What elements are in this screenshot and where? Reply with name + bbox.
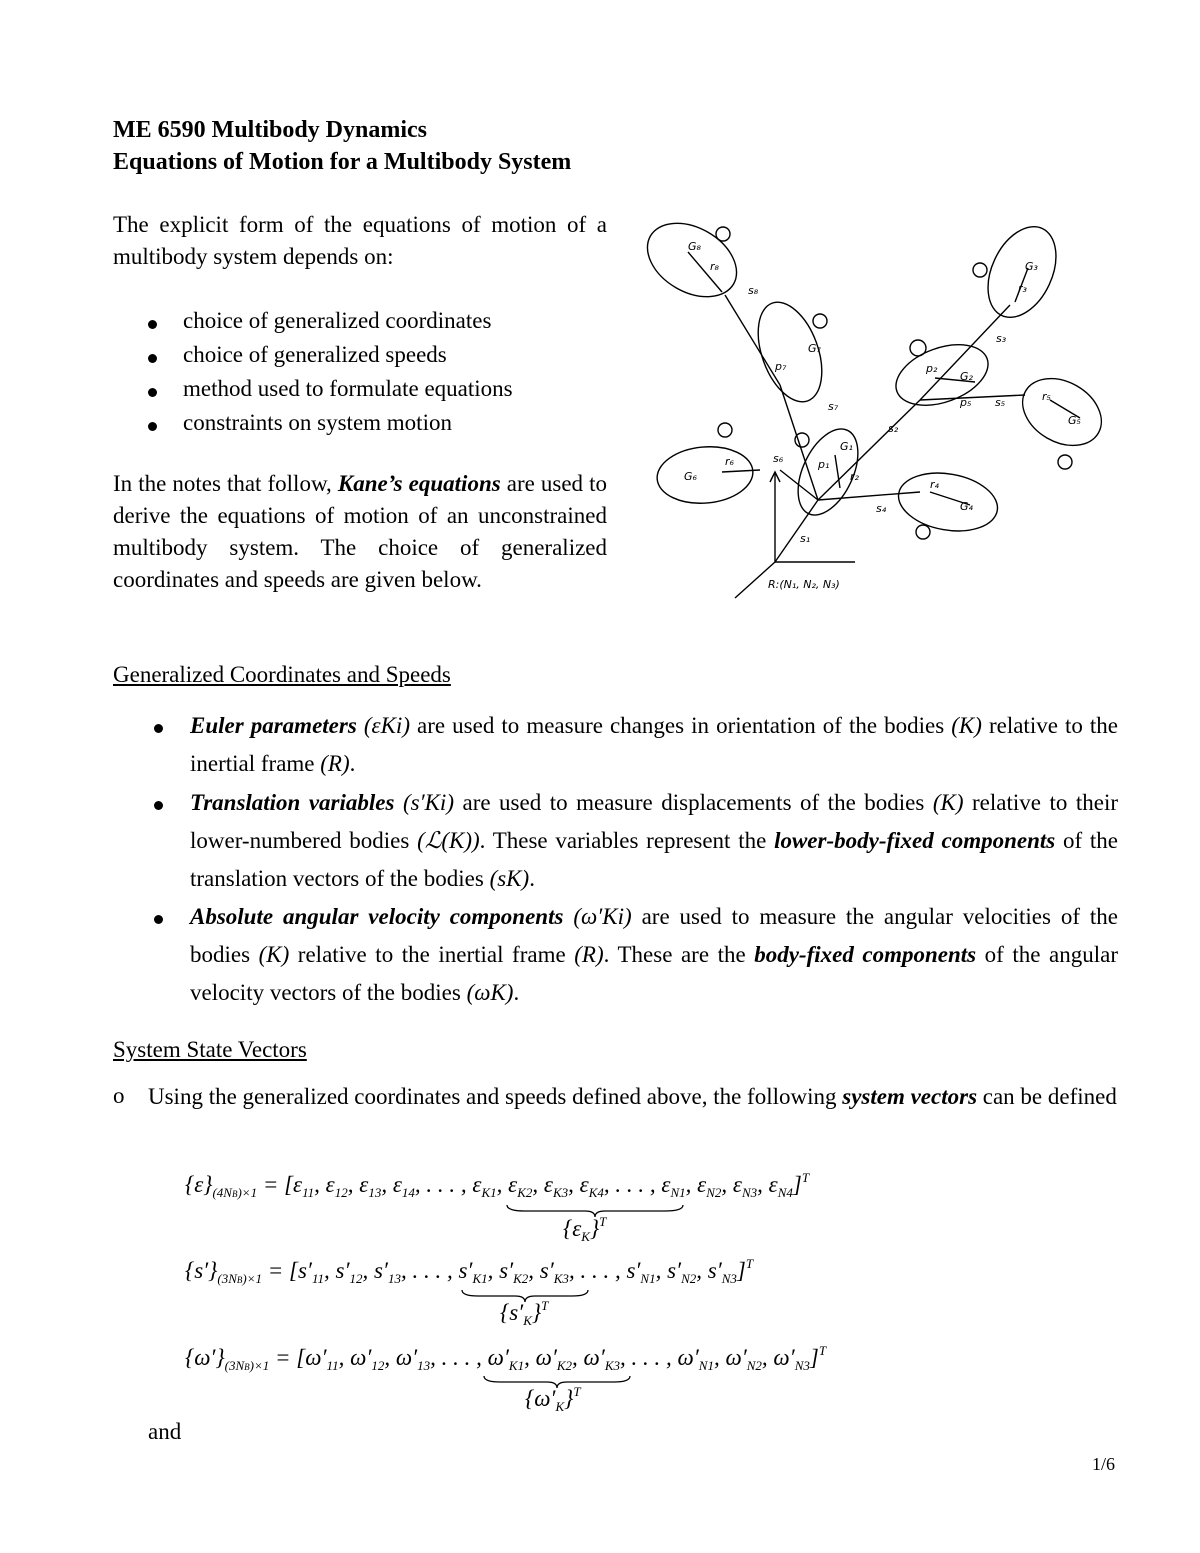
label-s5: s₅ — [995, 396, 1006, 409]
kane-emphasis: Kane’s equations — [337, 471, 501, 496]
body-2-ellipse — [888, 333, 997, 417]
body-3-marker — [973, 263, 987, 277]
translation-text-3: . These variables represent the — [479, 828, 775, 853]
translation-variables-item — [190, 784, 1118, 898]
angular-text-4: of the angular velocity vectors of the bodies — [190, 942, 1118, 1005]
body-2-marker — [910, 340, 926, 356]
label-p1: p₁ — [818, 458, 830, 471]
angular-text-3: . These are the — [603, 942, 755, 967]
equation-epsilon-k: $\{\varepsilon_K\}^T$ — [563, 1214, 607, 1244]
state-vectors-text — [148, 1081, 1118, 1113]
and-text: and — [148, 1419, 182, 1444]
label-r6: r₆ — [725, 455, 734, 468]
label-r5: r₅ — [1042, 390, 1051, 403]
list-item: choice of generalized speeds — [183, 342, 447, 367]
multibody-diagram — [630, 210, 1110, 610]
angular-velocity-item — [190, 898, 1118, 1012]
label-p7: p₇ — [775, 360, 787, 373]
translation-text: are used to measure displacements of the bodies — [453, 790, 933, 815]
translation-symbol: (s′Ki) — [402, 790, 454, 815]
translation-text-4: of the translation vectors of the bodies — [190, 828, 1118, 891]
vector-s3 — [920, 305, 1010, 400]
label-p5: p₅ — [960, 396, 972, 409]
bullet-dot — [148, 320, 157, 329]
hollow-bullet: o — [113, 1083, 125, 1108]
body-5-ellipse — [1011, 365, 1110, 459]
page-number: 1/6 — [1092, 1454, 1116, 1474]
course-title: ME 6590 Multibody Dynamics — [113, 117, 428, 143]
body-4-ellipse — [894, 466, 1002, 539]
punct: . — [513, 980, 520, 1005]
label-g5: G₅ — [1068, 414, 1081, 427]
angular-vector-symbol: (ωK) — [466, 980, 514, 1005]
list-item: method used to formulate equations — [183, 376, 513, 401]
gen-coords-heading: Generalized Coordinates and Speeds — [113, 662, 451, 687]
body-k-symbol: (K) — [951, 713, 982, 738]
equation-omega: $\{\omega'\}_{(3NB)\times 1} = [\omega'_{11}$, $\omega'_{12}$, $\omega'_{13}$, . . . , $\omega'_{K1}$, $\omega'_{K2}$, $\omega'_{K3}$, . . . , $\omega'_{N1}$, $\omega'_{N2}$, $\omega'_{N3}]^T$ — [185, 1343, 827, 1373]
euler-symbol: (εKi) — [363, 713, 410, 738]
vector-s5 — [920, 395, 1025, 400]
page-title: Equations of Motion for a Multibody System — [113, 149, 572, 175]
bullet-dot — [148, 388, 157, 397]
body-6-ellipse — [655, 443, 756, 507]
equation-epsilon: $\{\varepsilon\}_{(4NB)\times 1} = [\varepsilon_{11}$, $\varepsilon_{12}$, $\varepsilon_{13}$, $\varepsilon_{14}$, . . . , $\varepsilon_{K1}$, $\varepsilon_{K2}$, $\varepsilon_{K3}$, $\varepsilon_{K4}$, . . . , $\varepsilon_{N1}$, $\varepsilon_{N2}$, $\varepsilon_{N3}$, $\varepsilon_{N4}]^T$ — [185, 1170, 810, 1200]
kane-text-before: In the notes that follow, — [113, 471, 338, 496]
label-r1: r₂ — [850, 470, 859, 483]
label-s1: s₁ — [800, 532, 811, 545]
body-8-marker — [716, 227, 730, 241]
euler-text: are used to measure changes in orientation of the bodies — [409, 713, 952, 738]
body-4-marker — [916, 525, 930, 539]
angular-term: Absolute angular velocity components — [190, 904, 564, 929]
kane-paragraph — [113, 468, 607, 596]
frame-r-symbol: (R) — [320, 751, 350, 776]
label-g6: G₆ — [684, 470, 697, 483]
lower-body-symbol: (ℒ(K)) — [417, 828, 480, 853]
label-s4: s₄ — [876, 502, 887, 515]
label-s3: s₃ — [996, 332, 1007, 345]
vector-s8 — [725, 295, 780, 385]
intro-text: The explicit form of the equations of motion of a multibody system depends on: — [113, 212, 607, 269]
label-s6: s₆ — [773, 452, 784, 465]
bullet-dot — [154, 915, 163, 924]
body-k-symbol: (K) — [258, 942, 290, 967]
label-s7: s₇ — [828, 400, 839, 413]
body-1-marker — [795, 433, 809, 447]
list-item: choice of generalized coordinates — [183, 308, 492, 333]
angular-text: are used to measure the angular velocities of the bodies — [190, 904, 1118, 967]
equation-s-k: $\{s'_K\}^T$ — [500, 1298, 549, 1328]
label-p2: p₂ — [926, 362, 938, 375]
body-8-ellipse — [634, 210, 749, 312]
label-g3: G₃ — [1025, 260, 1038, 273]
label-g4: G₄ — [960, 500, 973, 513]
punct: . — [349, 751, 356, 776]
body-fixed-emphasis: body-fixed components — [754, 942, 977, 967]
label-r4: r₄ — [930, 478, 939, 491]
list-item: constraints on system motion — [183, 410, 452, 435]
translation-vector-symbol: (sK) — [489, 866, 530, 891]
label-g8: G₈ — [688, 240, 701, 253]
vector-s1 — [775, 500, 818, 562]
bullet-dot — [154, 724, 163, 733]
label-s2: s₂ — [888, 422, 899, 435]
punct: . — [529, 866, 535, 891]
state-vectors-heading: System State Vectors — [113, 1037, 307, 1062]
bullet-dot — [148, 422, 157, 431]
vector-r6 — [722, 470, 760, 472]
body-k-symbol: (K) — [932, 790, 964, 815]
equation-s: $\{s'\}_{(3NB)\times 1} = [s'_{11}$, $s'_{12}$, $s'_{13}$, . . . , $s'_{K1}$, $s'_{K2}$, $s'_{K3}$, . . . , $s'_{N1}$, $s'_{N2}$, $s'_{N3}]^T$ — [185, 1256, 754, 1286]
kane-text-after: are used to derive the equations of motion of an unconstrained multibody system. The choice of generalized coordinates and speeds are given below. — [113, 471, 607, 592]
label-g1: G₁ — [840, 440, 853, 453]
label-s8: s₈ — [748, 284, 759, 297]
label-r8: r₈ — [710, 260, 719, 273]
body-3-ellipse — [975, 216, 1070, 328]
euler-text-2: relative to the inertial frame — [190, 713, 1119, 776]
state-text-before: Using the generalized coordinates and speeds defined above, the following — [148, 1084, 843, 1109]
translation-term: Translation variables — [190, 790, 395, 815]
state-text-after: can be defined — [977, 1084, 1117, 1109]
body-7-marker — [813, 314, 827, 328]
bullet-dot — [154, 801, 163, 810]
vector-s2 — [818, 400, 920, 500]
euler-term: Euler parameters — [190, 713, 357, 738]
system-vectors-emphasis: system vectors — [842, 1084, 978, 1109]
angular-text-2: relative to the inertial frame — [289, 942, 575, 967]
angular-symbol: (ω′Ki) — [573, 904, 632, 929]
equation-omega-k: $\{\omega'_K\}^T$ — [525, 1384, 581, 1414]
frame-r-symbol: (R) — [574, 942, 604, 967]
body-6-marker — [718, 423, 732, 437]
bullet-dot — [148, 354, 157, 363]
lower-body-fixed-emphasis: lower-body-fixed components — [774, 828, 1056, 853]
label-r3: r₃ — [1018, 282, 1027, 295]
euler-parameters-item — [190, 707, 1118, 783]
label-g2: G₂ — [960, 370, 973, 383]
vector-s4 — [818, 492, 920, 500]
translation-text-2: relative to their lower-numbered bodies — [190, 790, 1119, 853]
label-g7: G₇ — [808, 342, 821, 355]
body-5-marker — [1058, 455, 1072, 469]
frame-label: R:(N₁, N₂, N₃) — [768, 578, 840, 591]
